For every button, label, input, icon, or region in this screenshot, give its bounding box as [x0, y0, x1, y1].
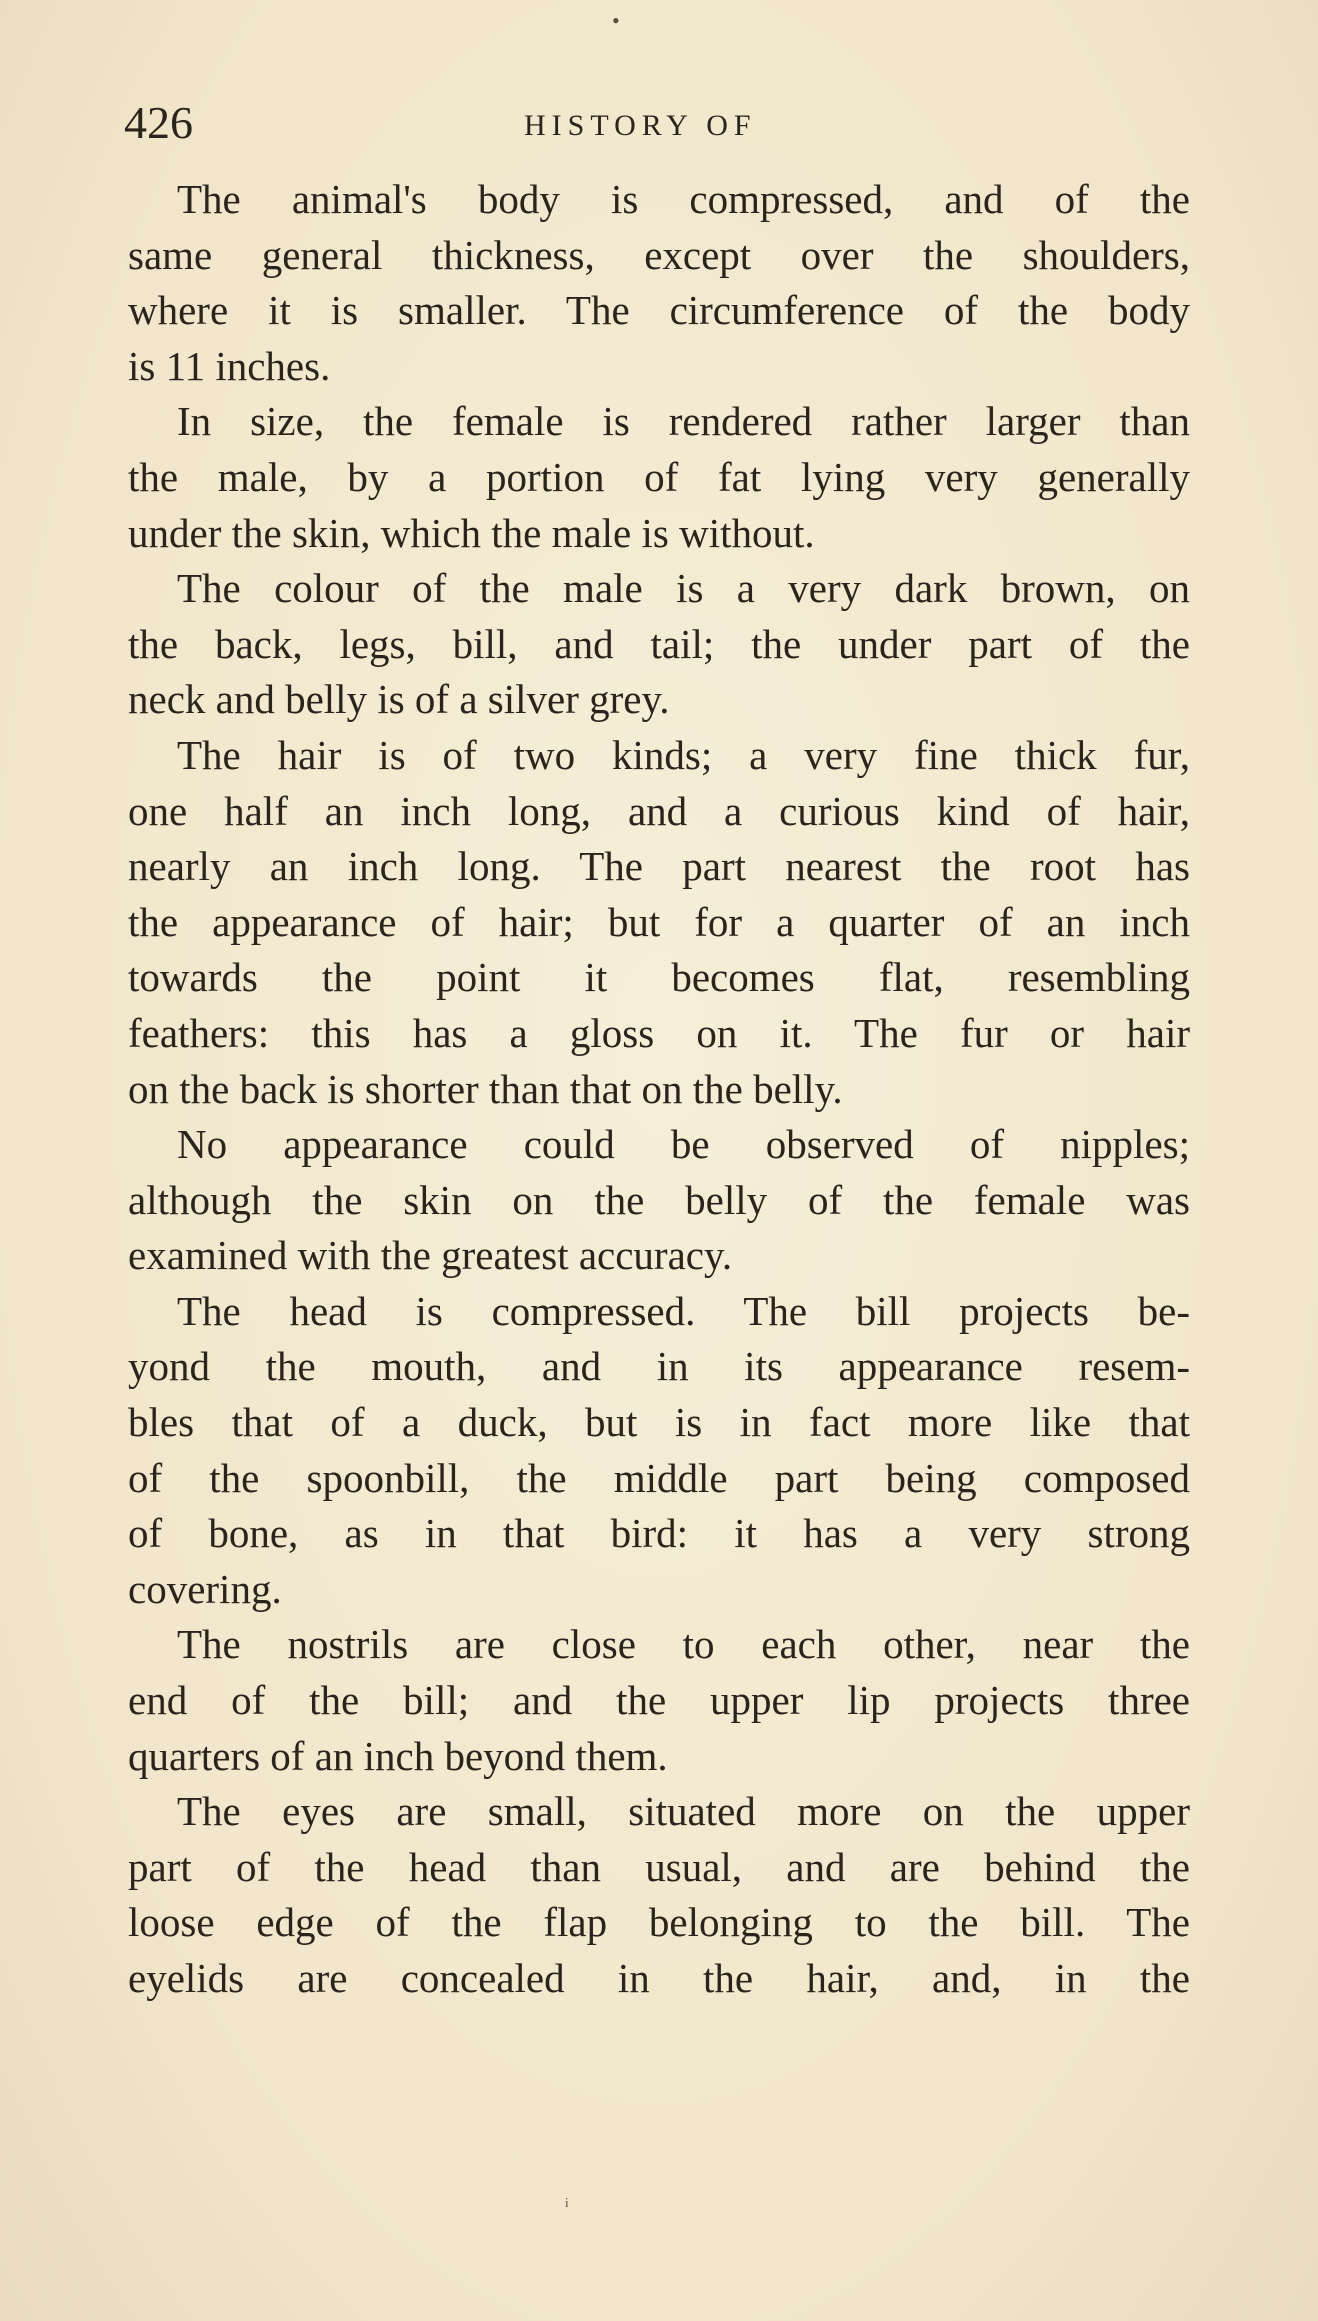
paragraph — [128, 728, 1190, 1117]
paragraph — [128, 561, 1190, 728]
text-line: bles that of a duck, but is in fact more like that — [128, 1399, 1190, 1446]
text-line: same general thickness, except over the shoulders, — [128, 231, 1190, 278]
text-line: the male, by a portion of fat lying very generally — [128, 453, 1190, 500]
text-line: one half an inch long, and a curious kind of hair, — [128, 787, 1190, 834]
text-line: The animal's body is compressed, and of the — [177, 176, 1190, 222]
bottom-print-mark: ᵢ — [565, 2185, 569, 2210]
text-line: examined with the greatest accuracy. — [128, 1232, 733, 1279]
text-line: covering. — [128, 1565, 282, 1612]
paragraph — [128, 1617, 1190, 1784]
paragraph — [128, 1784, 1190, 2006]
text-line: of bone, as in that bird: it has a very strong — [128, 1510, 1190, 1557]
text-line: eyelids are concealed in the hair, and, in the — [128, 1955, 1190, 2001]
text-line: yond the mouth, and in its appearance resem- — [128, 1343, 1190, 1390]
text-line: The colour of the male is a very dark brown, on — [177, 565, 1190, 612]
paragraph — [128, 394, 1190, 561]
top-print-mark: • — [612, 8, 620, 33]
text-line: part of the head than usual, and are behind the — [128, 1843, 1190, 1890]
text-line: the appearance of hair; but for a quarter of an inch — [128, 898, 1190, 945]
text-line: although the skin on the belly of the female was — [128, 1176, 1190, 1223]
body-text — [128, 172, 1190, 2007]
text-line: under the skin, which the male is without. — [128, 509, 815, 556]
text-line: No appearance could be observed of nipples; — [177, 1121, 1190, 1168]
text-line: is 11 inches. — [128, 342, 331, 389]
paragraph — [128, 1284, 1190, 1618]
text-line: The hair is of two kinds; a very fine thick fur, — [177, 731, 1190, 778]
text-line: The eyes are small, situated more on the upper — [177, 1788, 1190, 1835]
text-line: neck and belly is of a silver grey. — [128, 676, 670, 723]
page-number: 426 — [124, 97, 193, 148]
text-line: The nostrils are close to each other, near the — [177, 1621, 1190, 1668]
running-head: HISTORY OF — [524, 109, 757, 142]
text-line: on the back is shorter than that on the belly. — [128, 1065, 843, 1112]
paragraph — [128, 172, 1190, 394]
text-line: feathers: this has a gloss on it. The fur or hair — [128, 1009, 1190, 1056]
text-line: where it is smaller. The circumference of the body — [128, 287, 1190, 334]
text-line: the back, legs, bill, and tail; the under part of the — [128, 620, 1190, 667]
text-line: end of the bill; and the upper lip projects three — [128, 1677, 1190, 1724]
text-line: loose edge of the flap belonging to the bill. The — [128, 1899, 1190, 1946]
text-line: The head is compressed. The bill projects be- — [177, 1287, 1190, 1334]
text-line: In size, the female is rendered rather larger than — [177, 398, 1190, 445]
paragraph — [128, 1117, 1190, 1284]
text-line: towards the point it becomes flat, resembling — [128, 954, 1190, 1001]
text-line: of the spoonbill, the middle part being composed — [128, 1454, 1190, 1501]
text-line: nearly an inch long. The part nearest the root has — [128, 843, 1190, 890]
text-line: quarters of an inch beyond them. — [128, 1732, 668, 1779]
page-header — [124, 98, 1184, 148]
